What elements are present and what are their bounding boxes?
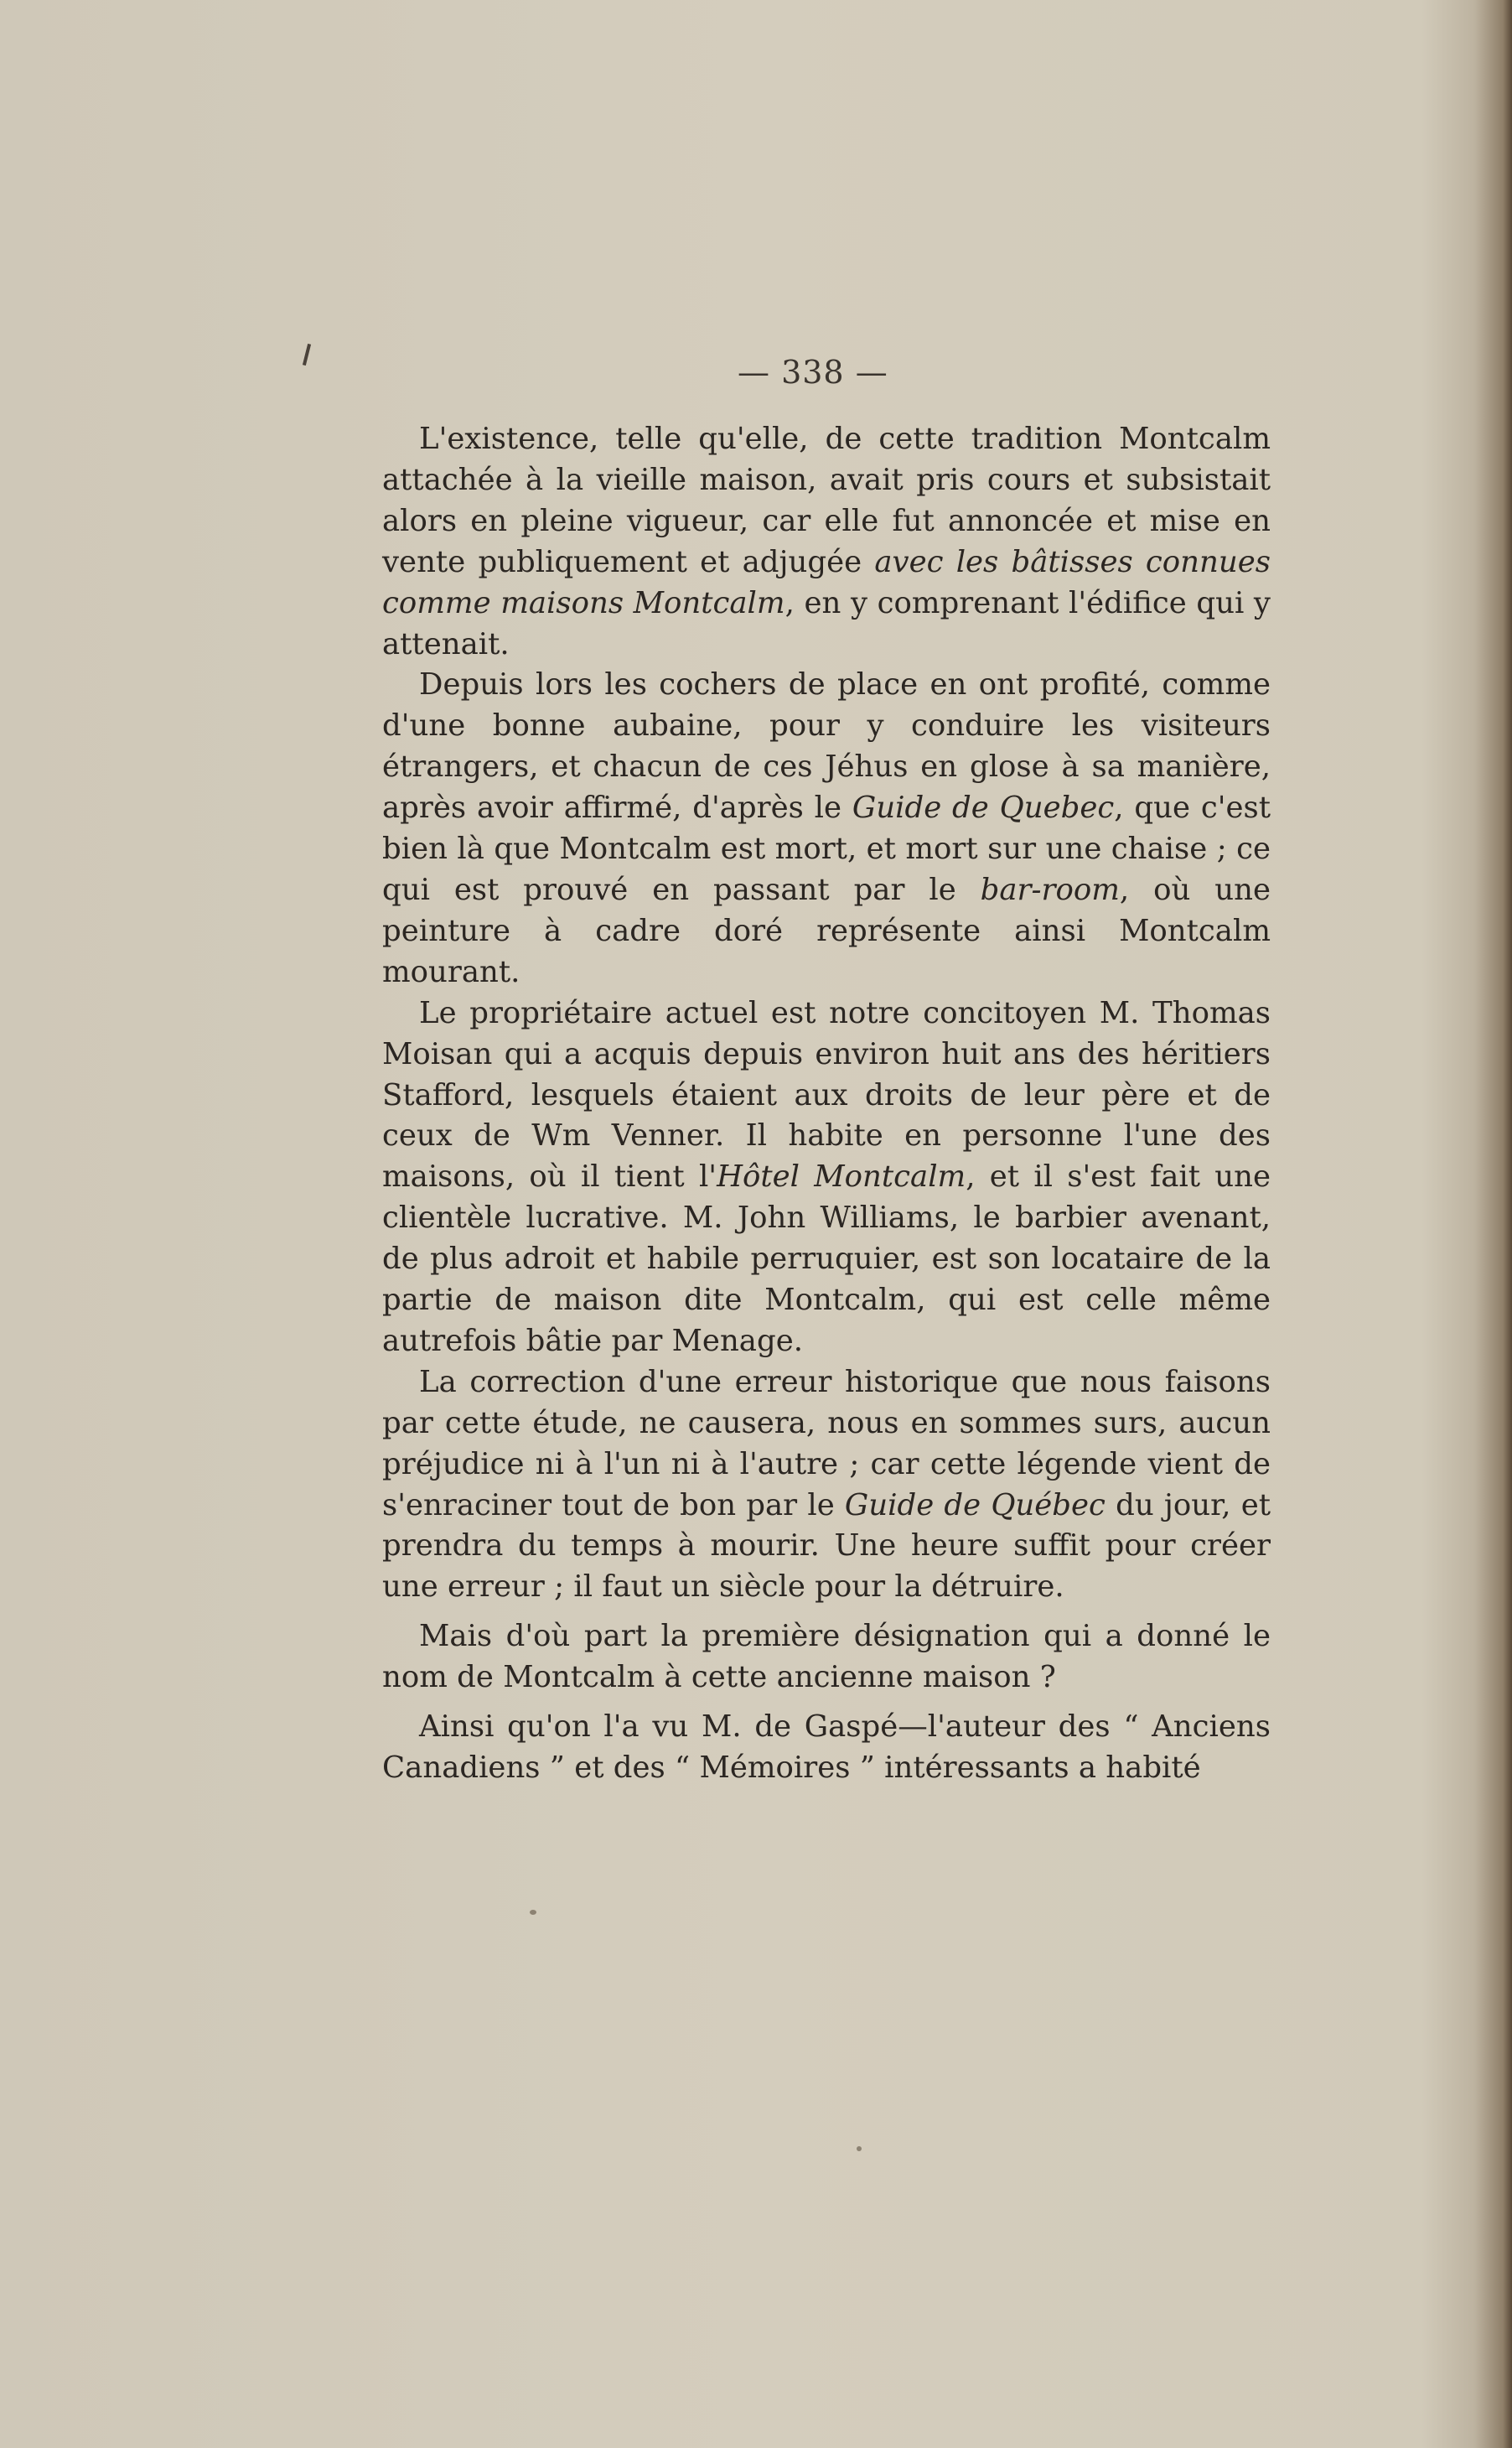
body-text <box>382 419 1271 1789</box>
paragraph-1: L'existence, telle qu'elle, de cette tradition Montcalm attachée à la vieille maison, avait pris cours et subsistait alors en pleine vigueur, car elle fut annoncée et mise en vente publiquement et adjugée avec les bâtisses connues comme maisons Montcalm, en y comprenant l'édifice qui y attenait. <box>382 422 1271 661</box>
paragraph-2: Depuis lors les cochers de place en ont profité, comme d'une bonne aubaine, pour y conduire les visiteurs étrangers, et chacun de ces Jéhus en glose à sa manière, après avoir affirmé, d'après le Guide de Quebec, que c'est bien là que Montcalm est mort, et mort sur une chaise ; ce qui est prouvé en passant par le bar-room, où une peinture à cadre doré représente ainsi Montcalm mourant. <box>382 667 1271 989</box>
paragraph-3: Le propriétaire actuel est notre concitoyen M. Thomas Moisan qui a acquis depuis environ huit ans des héritiers Stafford, lesquels étaient aux droits de leur père et de ceux de Wm Venner. Il habite en personne l'une des maisons, où il tient l'Hôtel Montcalm, et il s'est fait une clientèle lucrative. M. John Williams, le barbier avenant, de plus adroit et habile perruquier, est son locataire de la partie de maison dite Montcalm, qui est celle même autrefois bâtie par Menage. <box>382 995 1271 1358</box>
paragraph-6: Ainsi qu'on l'a vu M. de Gaspé—l'auteur des “ Anciens Canadiens ” et des “ Mémoires ” intéressants a habité <box>382 1709 1271 1785</box>
paper-speck <box>857 2146 862 2151</box>
pencil-mark <box>303 344 311 366</box>
paragraph-5: Mais d'où part la première désignation qui a donné le nom de Montcalm à cette ancienne maison ? <box>382 1619 1271 1695</box>
paper-speck <box>530 1910 536 1915</box>
page-number: — 338 — <box>738 354 888 391</box>
paragraph-4: La correction d'une erreur historique que nous faisons par cette étude, ne causera, nous en sommes surs, aucun préjudice ni à l'un ni à l'autre ; car cette légende vient de s'enraciner tout de bon par le Guide de Québec du jour, et prendra du temps à mourir. Une heure suffit pour créer une erreur ; il faut un siècle pour la détruire. <box>382 1364 1271 1605</box>
